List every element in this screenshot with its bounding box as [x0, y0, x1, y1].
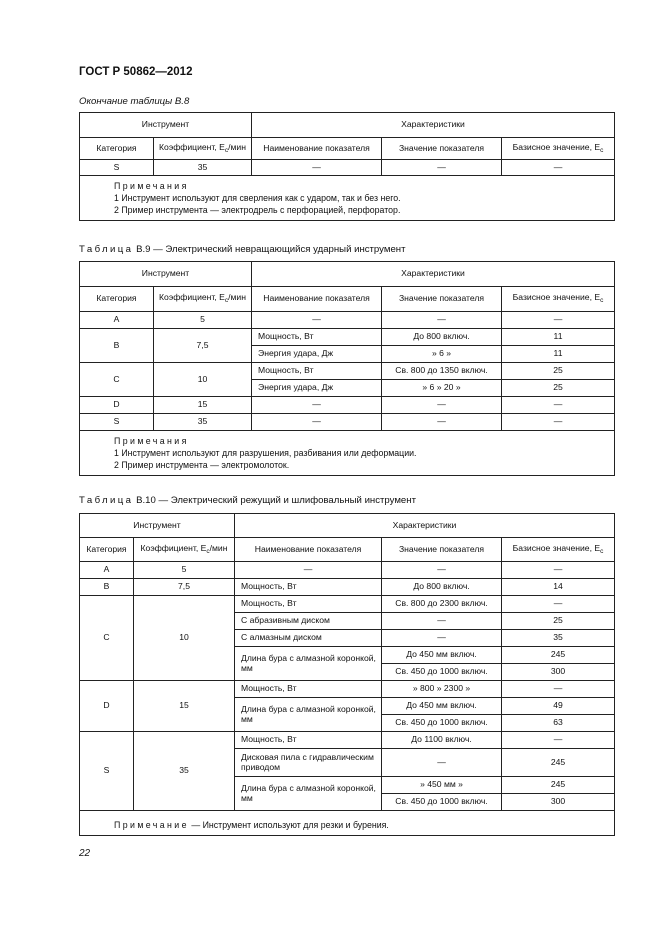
table-row: Св. 450 до 1000 включ. 63 — [80, 715, 615, 732]
page-number: 22 — [79, 848, 91, 859]
table-row: С алмазным диском — 35 — [80, 630, 615, 647]
col-coefficient: Коэффициент, $E_c$/мин — [134, 538, 235, 562]
col-coefficient: Коэффициент, $E_c$/мин — [154, 138, 252, 160]
table-row: C 10 Мощность, Вт Св. 800 до 2300 включ. — — [80, 596, 615, 613]
table-b10-note: Примечание — Инструмент используют для резки и бурения. — [80, 811, 615, 836]
table-row: С абразивным диском — 25 — [80, 613, 615, 630]
col-indicator-name: Наименование показателя — [235, 538, 382, 562]
table-row: S 35 Мощность, Вт До 1100 включ. — — [80, 732, 615, 749]
col-indicator-name: Наименование показателя — [252, 287, 382, 312]
col-indicator-name: Наименование показателя — [252, 138, 382, 160]
table-row: Св. 450 до 1000 включ. 300 — [80, 664, 615, 681]
table-row: Дисковая пила с гидравлическим приводом — 245 — [80, 749, 615, 777]
table-b8-caption: Окончание таблицы В.8 — [79, 96, 190, 107]
table-row: Энергия удара, Дж » 6 » 20 » 25 — [80, 380, 615, 397]
table-b10 — [79, 513, 615, 836]
col-coefficient: Коэффициент, $E_c$/мин — [154, 287, 252, 312]
col-indicator-value: Значение показателя — [382, 138, 502, 160]
table-row: Длина бура с алмазной коронкой, мм До 450 мм включ. 245 — [80, 647, 615, 664]
document-header: ГОСТ Р 50862—2012 — [79, 66, 193, 78]
table-row: Длина бура с алмазной коронкой, мм До 450 мм включ. 49 — [80, 698, 615, 715]
table-b9-caption: Таблица В.9 — Электрический невращающийся ударный инструмент — [79, 244, 406, 255]
table-row: B 7,5 Мощность, Вт До 800 включ. 14 — [80, 579, 615, 596]
col-category: Категория — [80, 287, 154, 312]
table-row: A 5 — — — — [80, 562, 615, 579]
table-row: Св. 450 до 1000 включ. 300 — [80, 794, 615, 811]
header-instrument: Инструмент — [80, 262, 252, 287]
table-b9-notes: Примечания 1 Инструмент используют для разрушения, разбивания или деформации. 2 Пример инструмента — электромолоток. — [80, 431, 615, 476]
col-base-value: Базисное значение, $E_c$ — [502, 287, 615, 312]
col-base-value: Базисное значение, $E_c$ — [502, 138, 615, 160]
table-b10-caption: Таблица В.10 — Электрический режущий и шлифовальный инструмент — [79, 495, 416, 506]
table-row: S 35 — — — — [80, 160, 615, 176]
table-row: B 7,5 Мощность, Вт До 800 включ. 11 — [80, 329, 615, 346]
table-row: S 35 — — — — [80, 414, 615, 431]
col-indicator-value: Значение показателя — [382, 287, 502, 312]
table-row: D 15 — — — — [80, 397, 615, 414]
col-indicator-value: Значение показателя — [382, 538, 502, 562]
header-instrument: Инструмент — [80, 514, 235, 538]
header-characteristics: Характеристики — [235, 514, 615, 538]
table-row: A 5 — — — — [80, 312, 615, 329]
header-characteristics: Характеристики — [252, 113, 615, 138]
table-row: Длина бура с алмазной коронкой, мм » 450 мм » 245 — [80, 777, 615, 794]
table-b8-notes: Примечания 1 Инструмент используют для сверления как с ударом, так и без него. 2 Пример инструмента — электродрель с перфорацией, перфоратор. — [80, 176, 615, 221]
col-category: Категория — [80, 538, 134, 562]
table-b9 — [79, 261, 615, 476]
table-row: C 10 Мощность, Вт Св. 800 до 1350 включ. 25 — [80, 363, 615, 380]
header-instrument: Инструмент — [80, 113, 252, 138]
col-category: Категория — [80, 138, 154, 160]
table-row: Энергия удара, Дж » 6 » 11 — [80, 346, 615, 363]
table-b8 — [79, 112, 615, 221]
col-base-value: Базисное значение, $E_c$ — [502, 538, 615, 562]
header-characteristics: Характеристики — [252, 262, 615, 287]
table-row: D 15 Мощность, Вт » 800 » 2300 » — — [80, 681, 615, 698]
